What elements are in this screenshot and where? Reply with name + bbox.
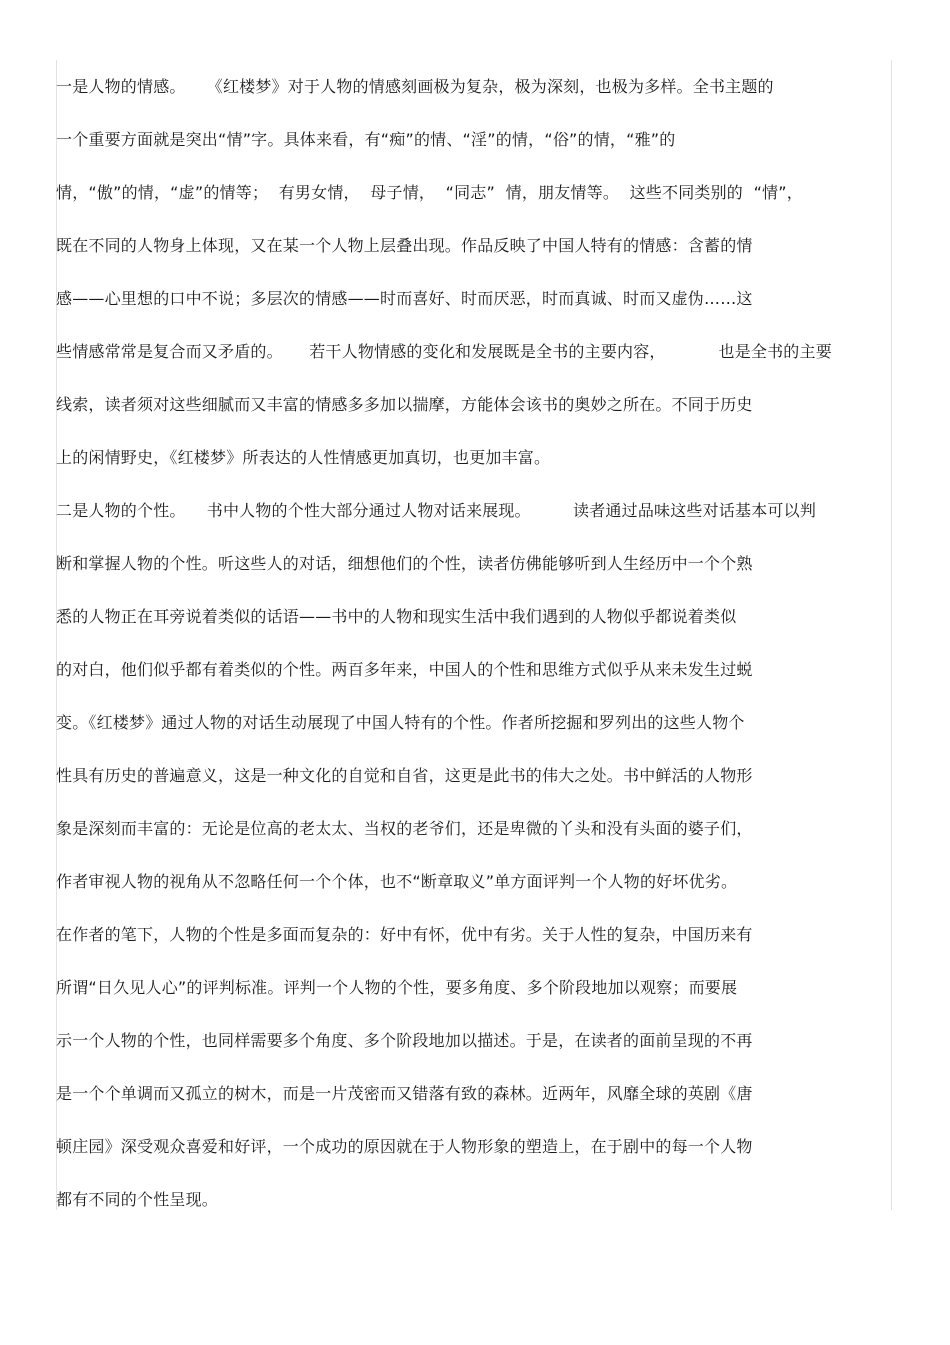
text-line: 二是人物的个性。 书中人物的个性大部分通过人物对话来展现。 读者通过品味这些对话基本可以判 (56, 501, 817, 520)
text-line: 情，“傲”的情，“虚”的情等； 有男女情， 母子情， “同志” 情，朋友情等。 这些不同类别的 “情”， (56, 183, 803, 202)
document-page (56, 60, 892, 1210)
text-line: 的对白，他们似乎都有着类似的个性。两百多年来，中国人的个性和思维方式似乎从来未发生过蜕 (56, 660, 753, 679)
text-line: 断和掌握人物的个性。听这些人的对话，细想他们的个性，读者仿佛能够听到人生经历中一个个熟 (56, 554, 753, 573)
text-line: 一个重要方面就是突出“情”字。具体来看，有“痴”的情、“淫”的情，“俗”的情，“雅”的 (56, 130, 676, 149)
text-line: 些情感常常是复合而又矛盾的。 若干人物情感的变化和发展既是全书的主要内容， 也是全书的主要 (56, 342, 832, 361)
text-line: 所谓“日久见人心”的评判标准。评判一个人物的个性，要多角度、多个阶段地加以观察；而要展 (56, 978, 738, 997)
text-line: 在作者的笔下，人物的个性是多面而复杂的：好中有怀，优中有劣。关于人性的复杂，中国历来有 (56, 925, 753, 944)
text-line: 是一个个单调而又孤立的树木，而是一片茂密而又错落有致的森林。近两年，风靡全球的英剧《唐 (56, 1084, 753, 1103)
text-line: 示一个人物的个性，也同样需要多个角度、多个阶段地加以描述。于是，在读者的面前呈现的不再 (56, 1031, 753, 1050)
text-line: 悉的人物正在耳旁说着类似的话语——书中的人物和现实生活中我们遇到的人物似乎都说着类似 (56, 607, 737, 626)
text-line: 都有不同的个性呈现。 (56, 1190, 219, 1209)
text-line: 既在不同的人物身上体现，又在某一个人物上层叠出现。作品反映了中国人特有的情感：含蓄的情 (56, 236, 753, 255)
text-line: 变。《红楼梦》通过人物的对话生动展现了中国人特有的个性。作者所挖掘和罗列出的这些人物个 (56, 713, 745, 732)
text-line: 象是深刻而丰富的：无论是位高的老太太、当权的老爷们，还是卑微的丫头和没有头面的婆子们， (56, 819, 753, 838)
text-line: 感——心里想的口中不说；多层次的情感——时而喜好、时而厌恶，时而真诚、时而又虚伪……这 (56, 289, 753, 308)
text-line: 线索，读者须对这些细腻而又丰富的情感多多加以揣摩，方能体会该书的奥妙之所在。不同于历史 (56, 395, 753, 414)
text-line: 性具有历史的普遍意义，这是一种文化的自觉和自省，这更是此书的伟大之处。书中鲜活的人物形 (56, 766, 753, 785)
text-line: 上的闲情野史，《红楼梦》所表达的人性情感更加真切，也更加丰富。 (56, 448, 551, 467)
body-text (56, 76, 892, 1242)
text-line: 一是人物的情感。 《红楼梦》对于人物的情感刻画极为复杂，极为深刻，也极为多样。全书主题的 (56, 77, 774, 96)
text-line: 顿庄园》深受观众喜爱和好评，一个成功的原因就在于人物形象的塑造上，在于剧中的每一个人物 (56, 1137, 753, 1156)
text-line: 作者审视人物的视角从不忽略任何一个个体，也不“断章取义”单方面评判一个人物的好坏优劣。 (56, 872, 738, 891)
